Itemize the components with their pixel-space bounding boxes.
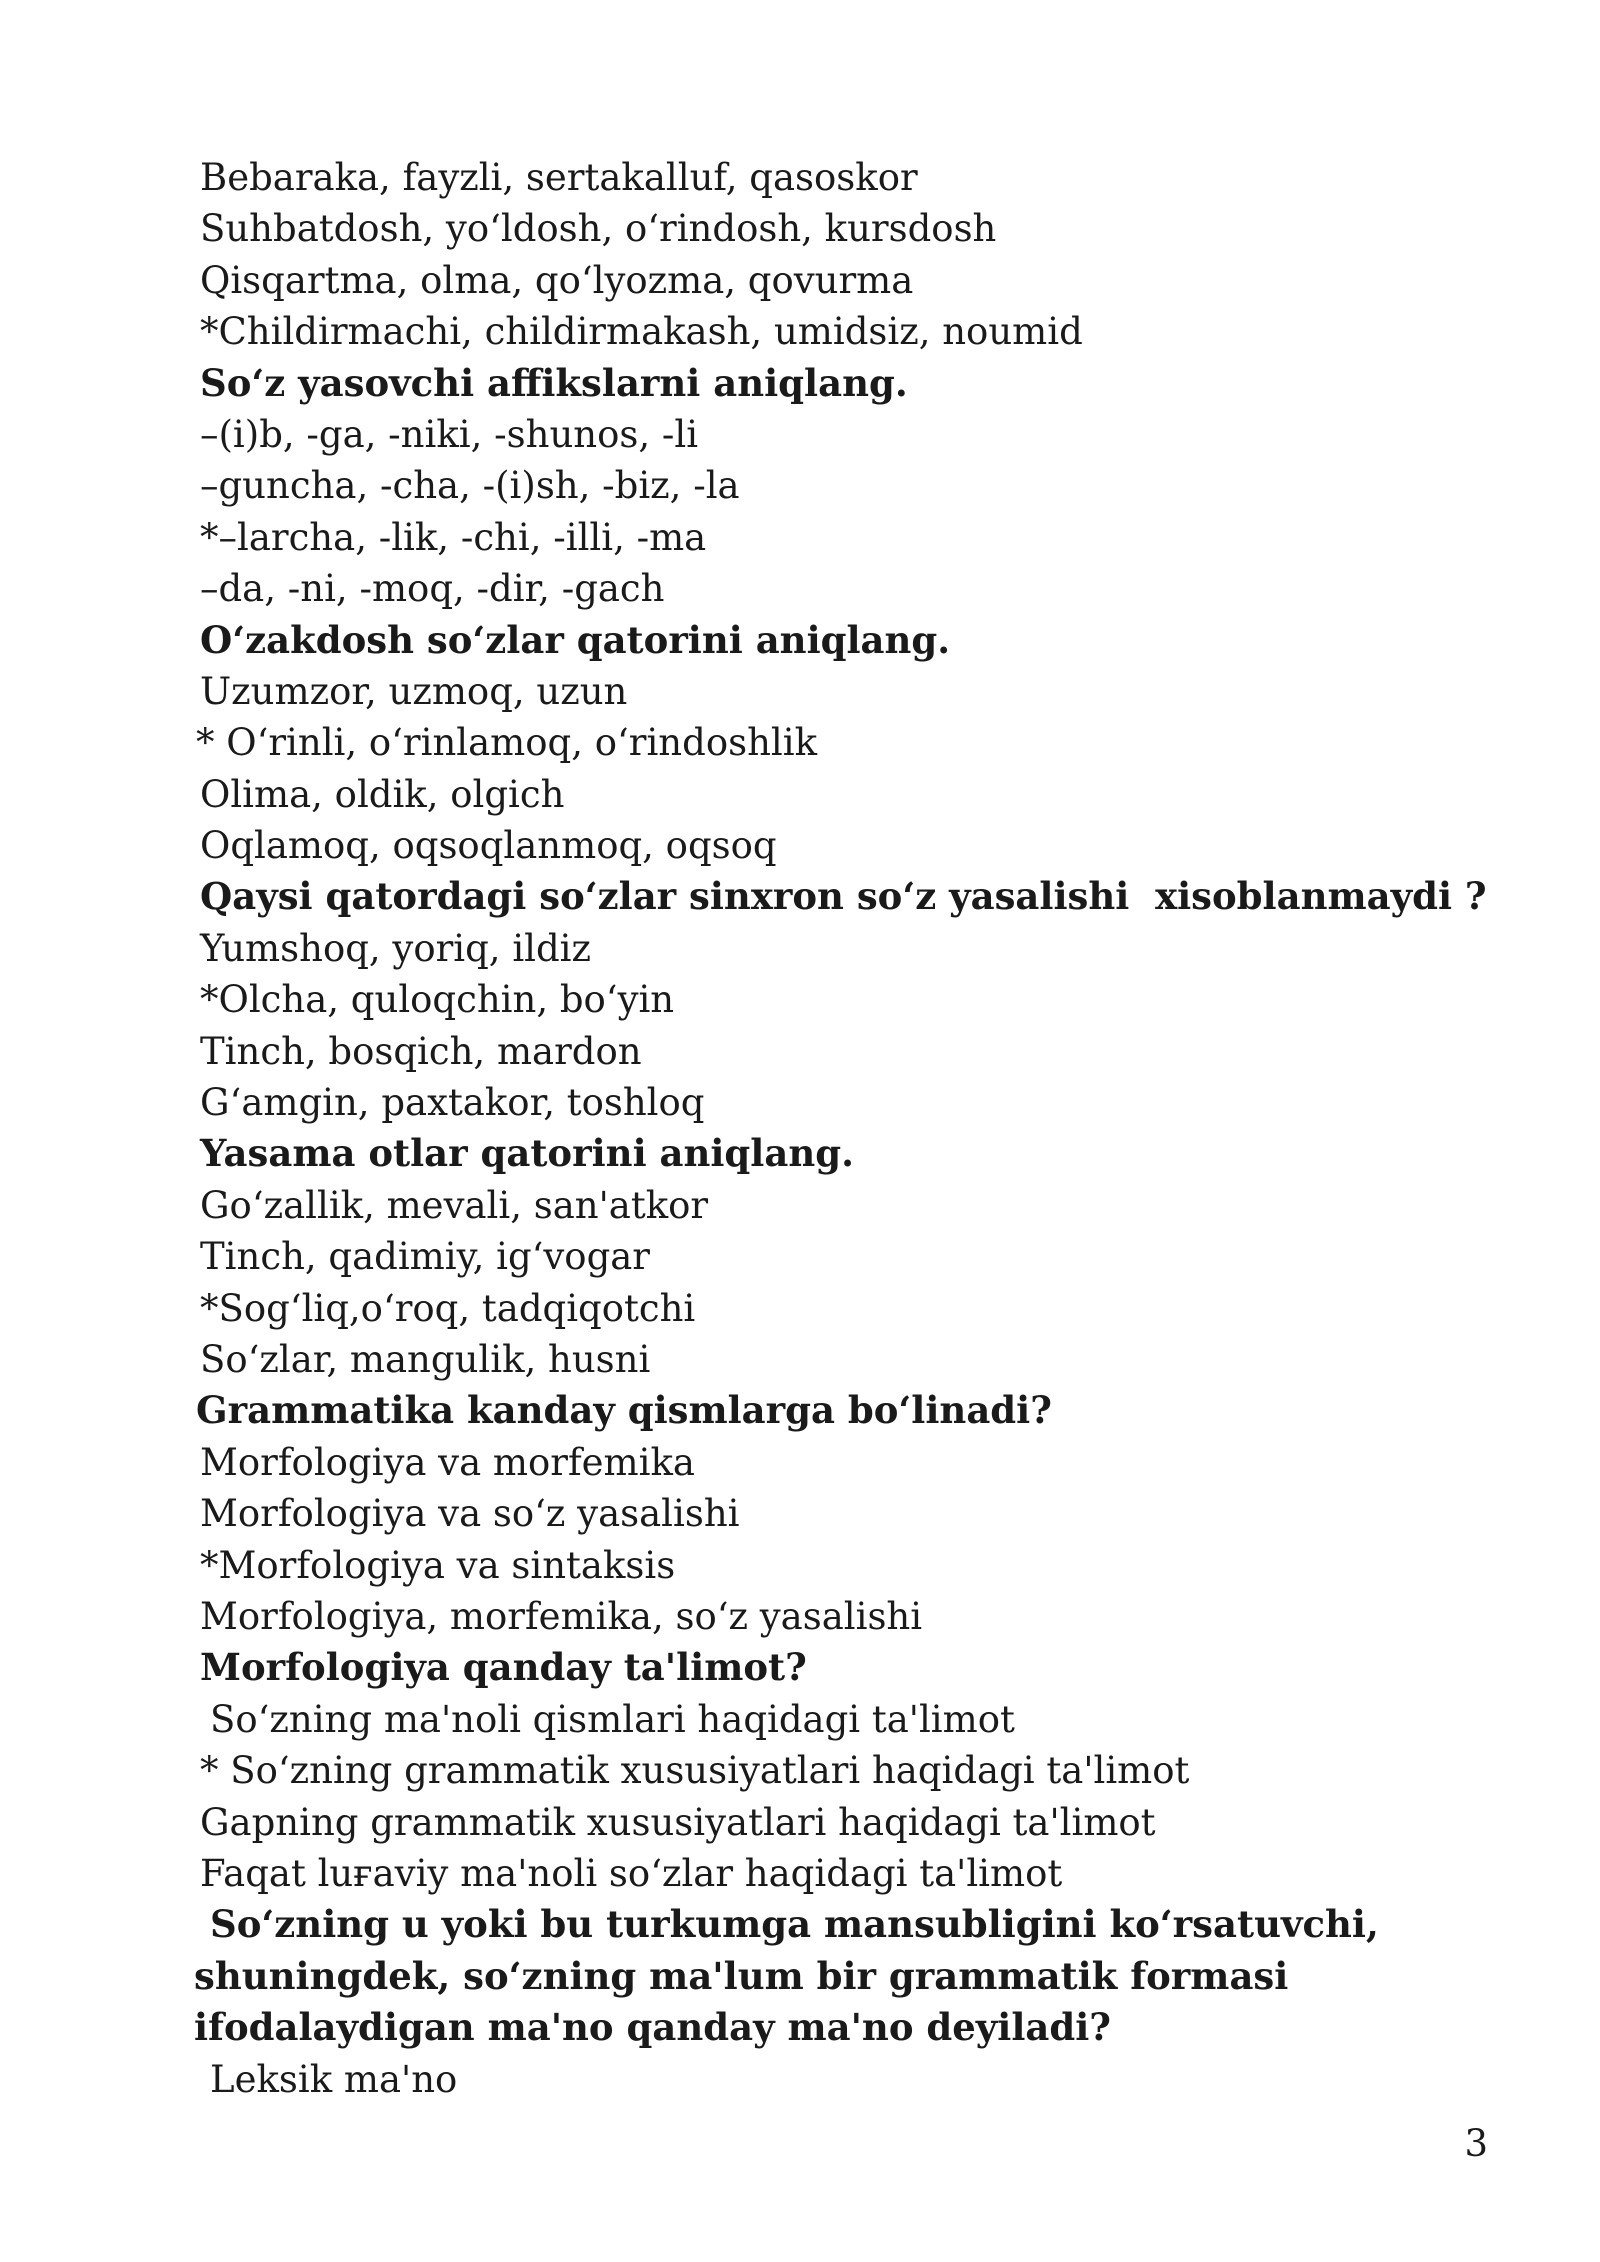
question-line: So‘z yasovchi affikslarni aniqlang.	[200, 360, 908, 405]
answer-line: Morfologiya va morfemika	[200, 1440, 695, 1484]
answer-line: Morfologiya va so‘z yasalishi	[200, 1492, 740, 1536]
question-line: Morfologiya qanday ta'limot?	[200, 1645, 807, 1690]
answer-line: Suhbatdosh, yo‘ldosh, o‘rindosh, kursdosh	[200, 207, 997, 251]
answer-line: Yumshoq, yoriq, ildiz	[200, 926, 592, 970]
answer-line: *Morfologiya va sintaksis	[200, 1543, 676, 1587]
answer-line: Qisqartma, olma, qo‘lyozma, qovurma	[200, 258, 914, 302]
answer-line: * O‘rinli, o‘rinlamoq, o‘rindoshlik	[196, 721, 817, 765]
answer-line: Faqat luғaviy ma'noli so‘zlar haqidagi ta'limot	[200, 1851, 1063, 1895]
answer-line: Tinch, bosqich, mardon	[200, 1029, 642, 1073]
answer-line: Uzumzor, uzmoq, uzun	[200, 669, 628, 713]
question-line: So‘zning u yoki bu turkumga mansubligini ko‘rsatuvchi, shuningdek, so‘zning ma'lum bir grammatik formasi ifodalaydigan ma'no qanday ma'no deyiladi?	[194, 1902, 1379, 2050]
answer-line: * So‘zning grammatik xususiyatlari haqidagi ta'limot	[200, 1749, 1190, 1793]
answer-line: *–larcha, -lik, -chi, -illi, -ma	[200, 515, 707, 559]
answer-line: –(i)b, -ga, -niki, -shunos, -li	[200, 412, 699, 456]
question-line: Qaysi qatordagi so‘zlar sinxron so‘z yasalishi xisoblanmaydi ?	[200, 874, 1487, 919]
answer-line: G‘amgin, paxtakor, toshloq	[200, 1081, 705, 1125]
question-line: O‘zakdosh so‘zlar qatorini aniqlang.	[200, 617, 951, 662]
page-number: 3	[1464, 2122, 1488, 2165]
answer-line: Go‘zallik, mevali, san'atkor	[200, 1183, 709, 1227]
answer-line: Tinch, qadimiy, ig‘vogar	[200, 1235, 650, 1279]
question-line: Grammatika kanday qismlarga bo‘linadi?	[196, 1388, 1052, 1433]
answer-line: –guncha, -cha, -(i)sh, -biz, -la	[200, 464, 740, 508]
answer-line: Bebaraka, fayzli, sertakalluf, qasoskor	[200, 156, 918, 199]
answer-line: So‘zlar, mangulik, husni	[200, 1337, 651, 1381]
document-body	[194, 152, 1500, 2105]
answer-line: *Olcha, quloqchin, bo‘yin	[200, 978, 675, 1022]
answer-line: Leksik ma'no	[210, 2057, 458, 2101]
question-line: Yasama otlar qatorini aniqlang.	[200, 1131, 854, 1176]
answer-line: Oqlamoq, oqsoqlanmoq, oqsoq	[200, 824, 777, 868]
answer-line: Gapning grammatik xususiyatlari haqidagi ta'limot	[200, 1800, 1156, 1844]
answer-line: Olima, oldik, olgich	[200, 772, 565, 816]
answer-line: So‘zning ma'noli qismlari haqidagi ta'limot	[210, 1697, 1015, 1741]
answer-line: Morfologiya, morfemika, so‘z yasalishi	[200, 1594, 923, 1638]
answer-line: *Sog‘liq,o‘roq, tadqiqotchi	[200, 1286, 696, 1330]
answer-line: –da, -ni, -moq, -dir, -gach	[200, 567, 665, 611]
answer-line: *Childirmachi, childirmakash, umidsiz, noumid	[200, 310, 1083, 354]
